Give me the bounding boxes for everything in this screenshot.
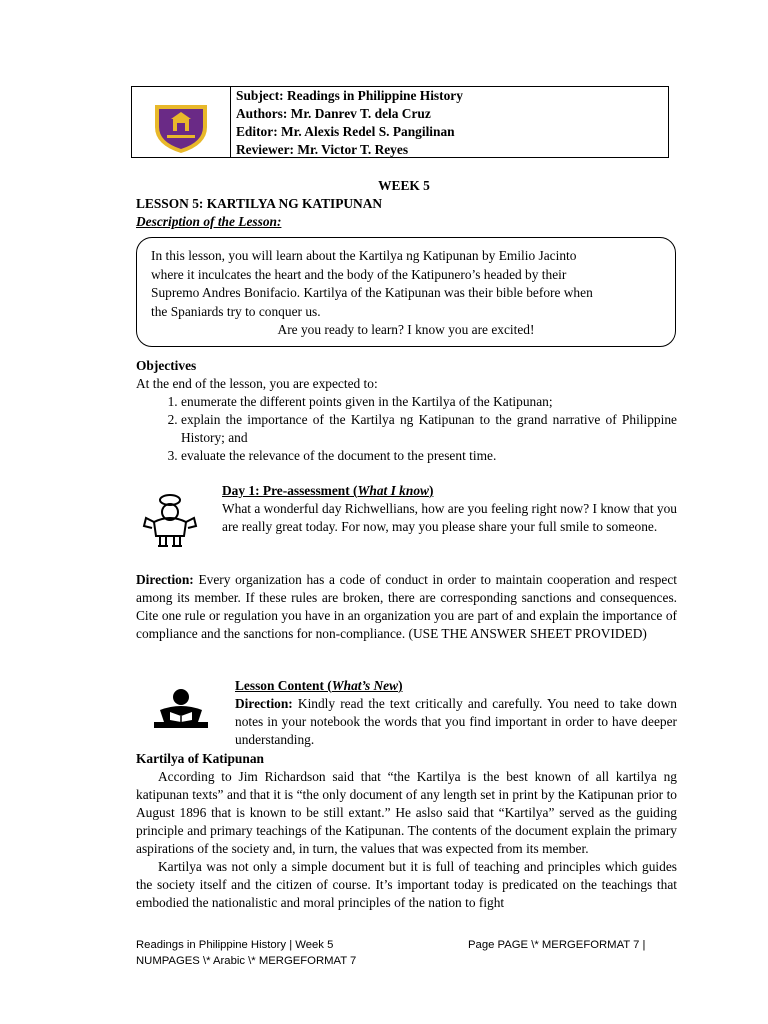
objectives-intro: At the end of the lesson, you are expected to:	[136, 376, 378, 391]
description-line: the Spaniards try to conquer us.	[151, 303, 321, 319]
direction-paragraph: Direction: Every organization has a code of conduct in order to maintain cooperation and respect among its member. If these rules are broken, there are corresponding sanctions and consequences. Cite one rule or regulation you have in an organization you are part of and explain the importance of compliance and the sanctions for non-compliance. (USE THE ANSWER SHEET PROVIDED)	[136, 572, 677, 641]
kartilya-paragraph: Kartilya was not only a simple document but it is full of teaching and principles which guides the society itself and the citizen of course. It’s important today is predicated on the teachings that embodied the nationalistic and moral principles of the nation to fight	[136, 859, 677, 910]
lesson-content-section	[235, 677, 677, 749]
authors-line: Authors: Mr. Danrev T. dela Cruz	[236, 106, 431, 121]
header-text	[236, 87, 463, 159]
page-footer	[136, 937, 676, 969]
lesson-content-heading: Lesson Content (What’s New)	[235, 678, 403, 693]
reading-person-icon	[146, 688, 216, 736]
reviewer-line: Reviewer: Mr. Victor T. Reyes	[236, 142, 409, 157]
description-line: Supremo Andres Bonifacio. Kartilya of the Katipunan was their bible before when	[151, 285, 593, 300]
description-line: Are you ready to learn? I know you are excited!	[277, 322, 535, 337]
description-box	[136, 237, 676, 347]
thinking-person-icon	[140, 492, 200, 550]
day1-text: What a wonderful day Richwellians, how are you feeling right now? I know that you are really great today. For now, may you please share your full smile to someone.	[222, 501, 677, 534]
footer-numpages-field: NUMPAGES \* Arabic \* MERGEFORMAT 7	[136, 955, 357, 967]
footer-page-field: Page PAGE \* MERGEFORMAT 7 |	[468, 939, 646, 951]
objective-item: 3. evaluate the relevance of the document to the present time.	[181, 447, 677, 465]
kartilya-heading: Kartilya of Katipunan	[136, 751, 264, 766]
day1-heading: Day 1: Pre-assessment (What I know)	[222, 483, 434, 498]
description-line: In this lesson, you will learn about the Kartilya ng Katipunan by Emilio Jacinto	[151, 248, 577, 263]
kartilya-paragraph: According to Jim Richardson said that “the Kartilya is the best known of all kartilya ng katipunan texts” and that it is “the only document of any length set in print by the Katipunan prior to August 1896 that is known to be still extant.” He aslso said that “Kartilya” served as the guiding principle and primary teachings of the Katipunan. The contents of the document explain the primary aspirations of the society and, in turn, the values that was expected from its member.	[136, 769, 677, 856]
day1-section	[222, 482, 677, 536]
week-label: WEEK 5	[378, 178, 430, 193]
lesson-content-direction: Direction: Kindly read the text critically and carefully. You need to take down notes in your notebook the words that you find important in order to have deeper understanding.	[235, 696, 677, 747]
school-logo	[149, 93, 213, 155]
editor-line: Editor: Mr. Alexis Redel S. Pangilinan	[236, 124, 455, 139]
lesson-title: LESSON 5: KARTILYA NG KATIPUNAN	[136, 196, 383, 211]
objectives-heading: Objectives	[136, 358, 197, 373]
footer-left: Readings in Philippine History | Week 5	[136, 939, 334, 951]
objective-item: 2. explain the importance of the Kartilya ng Katipunan to the grand narrative of Philippine History; and	[181, 411, 677, 447]
header-table	[131, 86, 669, 158]
objective-item: 1. enumerate the different points given in the Kartilya of the Katipunan;	[181, 393, 677, 411]
kartilya-section	[136, 750, 677, 912]
objectives-list	[136, 393, 677, 465]
objectives-section	[136, 357, 677, 465]
description-line: where it inculcates the heart and the body of the Katipunero’s headed by their	[151, 266, 567, 282]
subject-line: Subject: Readings in Philippine History	[236, 88, 463, 103]
description-heading: Description of the Lesson:	[136, 214, 282, 229]
